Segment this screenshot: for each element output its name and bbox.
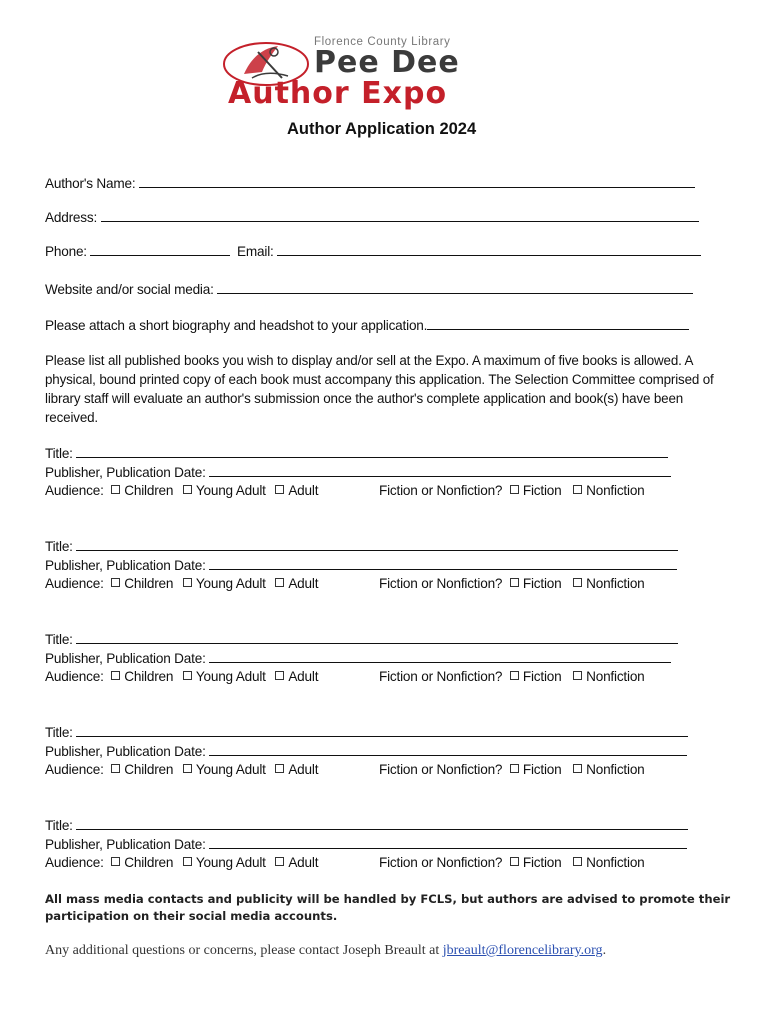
book-publisher-label: Publisher, Publication Date: [45, 837, 206, 852]
fiction-checkbox[interactable] [510, 857, 519, 866]
audience-label: Audience: [45, 576, 104, 591]
phone-email-row [45, 244, 701, 259]
book-publisher-field[interactable] [45, 744, 687, 759]
adult-label: Adult [288, 855, 319, 870]
book-entry-4 [45, 725, 725, 785]
adult-label: Adult [288, 483, 319, 498]
nonfiction-checkbox[interactable] [573, 857, 582, 866]
bio-label: Please attach a short biography and headshot to your application. [45, 318, 428, 333]
email-input[interactable] [277, 244, 701, 256]
adult-label: Adult [288, 669, 319, 684]
nonfiction-label: Nonfiction [586, 576, 645, 591]
book-publisher-label: Publisher, Publication Date: [45, 744, 206, 759]
fiction-question-label: Fiction or Nonfiction? [379, 855, 503, 870]
phone-input[interactable] [90, 244, 230, 256]
book-title-label: Title: [45, 818, 73, 833]
fiction-label: Fiction [522, 669, 562, 684]
logo-pee-dee: Pee Dee [314, 45, 460, 80]
audience-label: Audience: [45, 669, 104, 684]
contact-prefix: Any additional questions or concerns, please contact Joseph Breault at [45, 943, 443, 958]
book-title-field[interactable] [45, 632, 678, 647]
fiction-label: Fiction [522, 855, 562, 870]
logo-library-name: Florence County Library [314, 36, 451, 48]
fiction-label: Fiction [522, 576, 562, 591]
young-adult-checkbox[interactable] [183, 578, 192, 587]
audience-label: Audience: [45, 483, 104, 498]
phone-label: Phone: [45, 244, 87, 259]
book-title-label: Title: [45, 725, 73, 740]
audience-label: Audience: [45, 762, 104, 777]
nonfiction-checkbox[interactable] [573, 485, 582, 494]
young-adult-checkbox[interactable] [183, 857, 192, 866]
book-audience-row [45, 855, 318, 870]
adult-label: Adult [288, 762, 319, 777]
address-label: Address: [45, 210, 98, 225]
book-audience-row [45, 669, 318, 684]
email-label: Email: [237, 244, 274, 259]
young-adult-label: Young Adult [195, 576, 266, 591]
author-name-field[interactable] [45, 176, 695, 191]
children-label: Children [124, 483, 174, 498]
book-audience-row [45, 576, 318, 591]
children-checkbox[interactable] [111, 764, 120, 773]
book-entry-3 [45, 632, 725, 692]
book-publisher-field[interactable] [45, 465, 671, 480]
author-name-label: Author's Name: [45, 176, 136, 191]
contact-suffix: . [602, 943, 607, 958]
book-title-label: Title: [45, 446, 73, 461]
book-title-field[interactable] [45, 725, 688, 740]
audience-label: Audience: [45, 855, 104, 870]
nonfiction-checkbox[interactable] [573, 764, 582, 773]
contact-email-link[interactable]: jbreault@florencelibrary.org [442, 943, 603, 958]
adult-checkbox[interactable] [275, 671, 284, 680]
book-title-label: Title: [45, 539, 73, 554]
bio-field[interactable] [45, 318, 689, 333]
young-adult-checkbox[interactable] [183, 485, 192, 494]
children-checkbox[interactable] [111, 857, 120, 866]
logo-author-expo: Author Expo [228, 76, 448, 111]
nonfiction-label: Nonfiction [586, 483, 645, 498]
adult-checkbox[interactable] [275, 764, 284, 773]
young-adult-label: Young Adult [195, 669, 266, 684]
adult-checkbox[interactable] [275, 578, 284, 587]
nonfiction-label: Nonfiction [586, 762, 645, 777]
book-entry-2 [45, 539, 725, 599]
fiction-label: Fiction [522, 483, 562, 498]
book-genre-row [379, 576, 645, 591]
book-title-field[interactable] [45, 539, 678, 554]
book-genre-row [379, 483, 645, 498]
nonfiction-label: Nonfiction [586, 855, 645, 870]
young-adult-checkbox[interactable] [183, 764, 192, 773]
children-checkbox[interactable] [111, 578, 120, 587]
book-audience-row [45, 762, 318, 777]
book-publisher-field[interactable] [45, 558, 677, 573]
children-checkbox[interactable] [111, 671, 120, 680]
children-label: Children [124, 762, 174, 777]
website-label: Website and/or social media: [45, 282, 214, 297]
book-publisher-label: Publisher, Publication Date: [45, 558, 206, 573]
website-field[interactable] [45, 282, 693, 297]
media-notice: All mass media contacts and publicity will be handled by FCLS, but authors are advised to promote their participation on their social media accounts. [45, 892, 731, 923]
book-title-label: Title: [45, 632, 73, 647]
young-adult-checkbox[interactable] [183, 671, 192, 680]
book-genre-row [379, 855, 645, 870]
fiction-question-label: Fiction or Nonfiction? [379, 576, 503, 591]
page-title: Author Application 2024 [287, 120, 477, 138]
fiction-question-label: Fiction or Nonfiction? [379, 483, 503, 498]
book-title-field[interactable] [45, 446, 668, 461]
fiction-question-label: Fiction or Nonfiction? [379, 762, 503, 777]
fiction-question-label: Fiction or Nonfiction? [379, 669, 503, 684]
address-field[interactable] [45, 210, 699, 225]
book-audience-row [45, 483, 318, 498]
children-checkbox[interactable] [111, 485, 120, 494]
book-entry-1 [45, 446, 725, 506]
contact-line [45, 943, 606, 959]
adult-label: Adult [288, 576, 319, 591]
book-title-field[interactable] [45, 818, 688, 833]
adult-checkbox[interactable] [275, 857, 284, 866]
fiction-label: Fiction [522, 762, 562, 777]
book-genre-row [379, 762, 645, 777]
book-genre-row [379, 669, 645, 684]
fiction-checkbox[interactable] [510, 578, 519, 587]
book-publisher-label: Publisher, Publication Date: [45, 651, 206, 666]
children-label: Children [124, 669, 174, 684]
book-publisher-label: Publisher, Publication Date: [45, 465, 206, 480]
logo [222, 36, 522, 111]
fiction-checkbox[interactable] [510, 485, 519, 494]
adult-checkbox[interactable] [275, 485, 284, 494]
nonfiction-checkbox[interactable] [573, 671, 582, 680]
instructions-paragraph: Please list all published books you wish to display and/or sell at the Expo. A maximum of five books is allowed. A physical, bound printed copy of each book must accompany this application. The Selection Committee comprised of library staff will evaluate an author's submission once the author's complete application and book(s) have been received. [45, 353, 714, 425]
book-publisher-field[interactable] [45, 837, 687, 852]
fiction-checkbox[interactable] [510, 671, 519, 680]
nonfiction-checkbox[interactable] [573, 578, 582, 587]
book-publisher-field[interactable] [45, 651, 671, 666]
young-adult-label: Young Adult [195, 762, 266, 777]
young-adult-label: Young Adult [195, 855, 266, 870]
fiction-checkbox[interactable] [510, 764, 519, 773]
young-adult-label: Young Adult [195, 483, 266, 498]
children-label: Children [124, 576, 174, 591]
nonfiction-label: Nonfiction [586, 669, 645, 684]
book-entry-5 [45, 818, 725, 878]
children-label: Children [124, 855, 174, 870]
